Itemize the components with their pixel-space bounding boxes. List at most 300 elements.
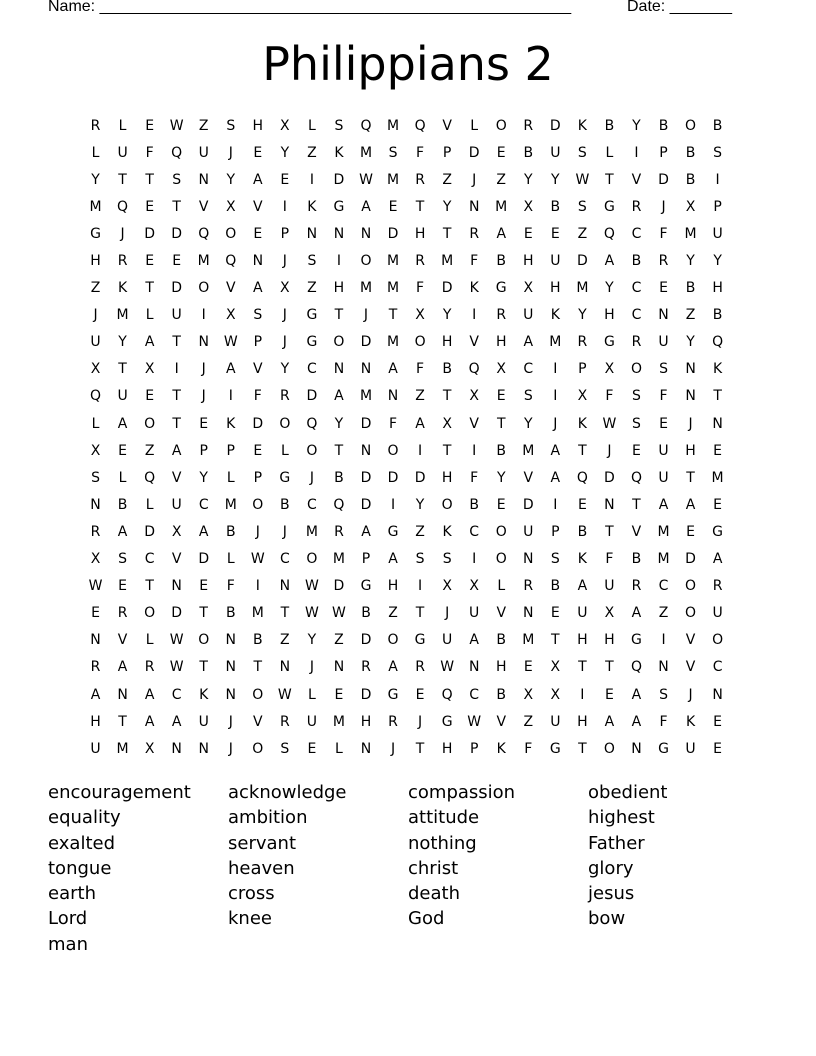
grid-letter[interactable]: Z: [198, 117, 209, 134]
grid-letter[interactable]: G: [495, 280, 507, 297]
grid-letter[interactable]: A: [225, 361, 236, 378]
grid-letter[interactable]: F: [524, 740, 533, 757]
grid-letter[interactable]: D: [387, 469, 399, 486]
grid-letter[interactable]: Q: [630, 659, 642, 676]
grid-letter[interactable]: S: [226, 117, 236, 134]
grid-letter[interactable]: P: [226, 442, 235, 459]
grid-letter[interactable]: O: [144, 415, 156, 432]
grid-letter[interactable]: O: [495, 117, 507, 134]
grid-letter[interactable]: B: [523, 144, 534, 161]
grid-letter[interactable]: L: [145, 496, 154, 513]
grid-letter[interactable]: V: [253, 713, 263, 730]
grid-letter[interactable]: T: [551, 632, 560, 649]
grid-letter[interactable]: E: [713, 740, 723, 757]
grid-letter[interactable]: N: [90, 632, 101, 649]
grid-letter[interactable]: F: [470, 253, 479, 270]
grid-letter[interactable]: N: [117, 686, 128, 703]
grid-letter[interactable]: G: [414, 632, 426, 649]
grid-letter[interactable]: D: [576, 253, 588, 270]
grid-letter[interactable]: M: [359, 388, 373, 405]
grid-letter[interactable]: R: [631, 334, 642, 351]
grid-letter[interactable]: V: [198, 198, 209, 215]
grid-letter[interactable]: E: [713, 442, 723, 459]
grid-letter[interactable]: E: [496, 496, 506, 513]
grid-letter[interactable]: Q: [712, 334, 724, 351]
grid-letter[interactable]: A: [198, 523, 209, 540]
grid-letter[interactable]: D: [468, 144, 480, 161]
grid-letter[interactable]: U: [171, 496, 182, 513]
grid-letter[interactable]: H: [90, 253, 101, 270]
grid-letter[interactable]: U: [550, 253, 561, 270]
grid-letter[interactable]: L: [497, 578, 506, 595]
grid-letter[interactable]: N: [658, 659, 669, 676]
grid-letter[interactable]: N: [523, 551, 534, 568]
grid-letter[interactable]: A: [658, 496, 669, 513]
grid-letter[interactable]: V: [631, 171, 642, 188]
grid-letter[interactable]: G: [549, 740, 561, 757]
grid-letter[interactable]: Z: [334, 632, 344, 649]
grid-letter[interactable]: E: [632, 442, 641, 459]
grid-letter[interactable]: C: [631, 307, 642, 324]
grid-letter[interactable]: S: [172, 171, 182, 188]
grid-letter[interactable]: T: [172, 388, 181, 405]
grid-letter[interactable]: V: [171, 551, 182, 568]
grid-letter[interactable]: R: [279, 388, 290, 405]
grid-letter[interactable]: T: [578, 659, 587, 676]
grid-letter[interactable]: X: [550, 659, 561, 676]
grid-letter[interactable]: E: [496, 388, 506, 405]
grid-letter[interactable]: L: [226, 551, 235, 568]
grid-letter[interactable]: I: [418, 442, 423, 459]
grid-letter[interactable]: H: [577, 632, 588, 649]
grid-letter[interactable]: T: [632, 496, 641, 513]
grid-letter[interactable]: A: [550, 442, 561, 459]
grid-letter[interactable]: A: [631, 713, 642, 730]
grid-letter[interactable]: T: [578, 442, 587, 459]
grid-letter[interactable]: W: [223, 334, 238, 351]
grid-letter[interactable]: U: [90, 740, 101, 757]
grid-letter[interactable]: T: [442, 442, 452, 459]
grid-letter[interactable]: V: [442, 117, 452, 134]
grid-letter[interactable]: A: [388, 361, 398, 378]
grid-letter[interactable]: R: [361, 659, 371, 676]
grid-letter[interactable]: V: [523, 469, 534, 486]
grid-letter[interactable]: J: [282, 334, 287, 351]
grid-letter[interactable]: S: [253, 307, 263, 324]
grid-letter[interactable]: D: [171, 225, 183, 242]
grid-letter[interactable]: V: [685, 632, 696, 649]
grid-letter[interactable]: C: [279, 551, 290, 568]
grid-letter[interactable]: H: [523, 253, 534, 270]
grid-letter[interactable]: E: [523, 225, 533, 242]
grid-letter[interactable]: T: [415, 740, 425, 757]
grid-letter[interactable]: E: [334, 686, 344, 703]
grid-letter[interactable]: M: [549, 334, 562, 351]
grid-letter[interactable]: X: [577, 388, 588, 405]
grid-letter[interactable]: I: [228, 388, 233, 405]
grid-letter[interactable]: O: [306, 442, 318, 459]
grid-letter[interactable]: D: [360, 415, 372, 432]
grid-letter[interactable]: N: [468, 198, 480, 215]
grid-letter[interactable]: X: [469, 388, 479, 405]
grid-letter[interactable]: H: [441, 740, 453, 757]
grid-letter[interactable]: J: [607, 442, 612, 459]
grid-letter[interactable]: V: [225, 280, 236, 297]
grid-letter[interactable]: I: [255, 578, 260, 595]
grid-letter[interactable]: Z: [685, 307, 696, 324]
grid-letter[interactable]: O: [252, 740, 264, 757]
grid-letter[interactable]: E: [550, 605, 560, 622]
grid-letter[interactable]: M: [386, 117, 400, 134]
grid-letter[interactable]: R: [415, 659, 425, 676]
grid-letter[interactable]: V: [253, 361, 263, 378]
grid-letter[interactable]: G: [333, 198, 345, 215]
grid-letter[interactable]: Y: [686, 253, 695, 270]
grid-letter[interactable]: I: [201, 307, 206, 324]
grid-letter[interactable]: A: [171, 713, 182, 730]
grid-letter[interactable]: F: [416, 280, 425, 297]
grid-letter[interactable]: W: [304, 578, 319, 595]
grid-letter[interactable]: X: [280, 280, 290, 297]
grid-letter[interactable]: J: [661, 198, 666, 215]
grid-letter[interactable]: Y: [199, 469, 208, 486]
grid-letter[interactable]: E: [145, 117, 155, 134]
grid-letter[interactable]: M: [522, 442, 535, 459]
grid-letter[interactable]: K: [117, 280, 128, 297]
grid-letter[interactable]: U: [198, 144, 209, 161]
grid-letter[interactable]: E: [577, 496, 587, 513]
grid-letter[interactable]: G: [90, 225, 101, 242]
grid-letter[interactable]: I: [390, 496, 396, 513]
grid-letter[interactable]: H: [604, 632, 615, 649]
grid-letter[interactable]: N: [225, 686, 236, 703]
grid-letter[interactable]: H: [387, 578, 399, 595]
grid-letter[interactable]: O: [414, 334, 426, 351]
grid-letter[interactable]: B: [225, 605, 236, 622]
grid-letter[interactable]: Y: [578, 307, 587, 324]
grid-letter[interactable]: Z: [280, 632, 290, 649]
grid-letter[interactable]: X: [280, 117, 290, 134]
grid-letter[interactable]: Q: [360, 117, 372, 134]
grid-letter[interactable]: H: [495, 334, 507, 351]
grid-letter[interactable]: K: [469, 280, 479, 297]
grid-letter[interactable]: H: [441, 469, 453, 486]
grid-letter[interactable]: H: [414, 225, 426, 242]
grid-letter[interactable]: B: [334, 469, 344, 486]
grid-letter[interactable]: N: [333, 225, 345, 242]
grid-letter[interactable]: B: [361, 605, 371, 622]
grid-letter[interactable]: J: [472, 171, 477, 188]
grid-letter[interactable]: S: [415, 551, 425, 568]
grid-letter[interactable]: O: [360, 253, 372, 270]
grid-letter[interactable]: C: [523, 361, 534, 378]
grid-letter[interactable]: B: [685, 144, 696, 161]
grid-letter[interactable]: O: [630, 361, 642, 378]
grid-letter[interactable]: O: [441, 496, 453, 513]
grid-letter[interactable]: X: [604, 361, 615, 378]
grid-letter[interactable]: N: [631, 740, 642, 757]
grid-letter[interactable]: A: [685, 496, 696, 513]
grid-letter[interactable]: G: [306, 307, 318, 324]
grid-letter[interactable]: E: [253, 442, 263, 459]
grid-letter[interactable]: O: [252, 496, 264, 513]
grid-letter[interactable]: Y: [442, 307, 452, 324]
grid-letter[interactable]: S: [91, 469, 100, 486]
grid-letter[interactable]: W: [169, 632, 184, 649]
grid-letter[interactable]: E: [604, 686, 614, 703]
grid-letter[interactable]: J: [228, 144, 233, 161]
grid-letter[interactable]: M: [684, 225, 697, 242]
grid-letter[interactable]: U: [90, 334, 101, 351]
grid-letter[interactable]: E: [118, 442, 127, 459]
grid-letter[interactable]: E: [523, 659, 533, 676]
grid-letter[interactable]: O: [387, 632, 399, 649]
grid-letter[interactable]: T: [172, 198, 181, 215]
grid-letter[interactable]: D: [306, 388, 318, 405]
grid-letter[interactable]: U: [658, 442, 669, 459]
grid-letter[interactable]: F: [416, 144, 425, 161]
grid-letter[interactable]: Q: [603, 225, 615, 242]
grid-letter[interactable]: B: [631, 551, 642, 568]
grid-letter[interactable]: O: [387, 442, 399, 459]
grid-letter[interactable]: Y: [334, 415, 344, 432]
grid-letter[interactable]: D: [144, 523, 155, 540]
grid-letter[interactable]: O: [685, 578, 697, 595]
grid-letter[interactable]: S: [550, 551, 560, 568]
grid-letter[interactable]: L: [307, 686, 316, 703]
grid-letter[interactable]: Q: [630, 469, 642, 486]
grid-letter[interactable]: E: [659, 415, 668, 432]
grid-letter[interactable]: A: [577, 578, 588, 595]
grid-letter[interactable]: U: [198, 713, 209, 730]
grid-letter[interactable]: T: [199, 605, 208, 622]
grid-letter[interactable]: B: [253, 632, 263, 649]
grid-letter[interactable]: B: [496, 253, 507, 270]
grid-letter[interactable]: S: [388, 144, 398, 161]
grid-letter[interactable]: O: [144, 605, 156, 622]
grid-letter[interactable]: U: [685, 740, 696, 757]
grid-letter[interactable]: A: [496, 225, 507, 242]
grid-letter[interactable]: G: [631, 632, 642, 649]
grid-letter[interactable]: N: [360, 740, 372, 757]
grid-letter[interactable]: J: [309, 659, 314, 676]
grid-letter[interactable]: T: [145, 578, 154, 595]
grid-letter[interactable]: T: [713, 388, 722, 405]
grid-letter[interactable]: I: [715, 171, 720, 188]
grid-letter[interactable]: G: [603, 334, 615, 351]
grid-letter[interactable]: X: [171, 523, 182, 540]
grid-letter[interactable]: Q: [576, 469, 588, 486]
grid-letter[interactable]: Q: [225, 253, 237, 270]
grid-letter[interactable]: S: [713, 144, 723, 161]
grid-letter[interactable]: R: [388, 713, 398, 730]
grid-letter[interactable]: V: [469, 334, 479, 351]
grid-letter[interactable]: E: [388, 198, 398, 215]
grid-letter[interactable]: D: [333, 171, 345, 188]
grid-letter[interactable]: U: [712, 605, 723, 622]
grid-letter[interactable]: Z: [577, 225, 588, 242]
grid-letter[interactable]: J: [688, 415, 693, 432]
grid-letter[interactable]: A: [604, 253, 615, 270]
grid-letter[interactable]: W: [440, 659, 455, 676]
grid-letter[interactable]: M: [386, 280, 400, 297]
grid-letter[interactable]: D: [333, 578, 345, 595]
grid-letter[interactable]: R: [712, 578, 723, 595]
grid-letter[interactable]: X: [496, 361, 507, 378]
grid-letter[interactable]: L: [145, 307, 154, 324]
grid-letter[interactable]: M: [522, 632, 535, 649]
grid-letter[interactable]: K: [199, 686, 209, 703]
grid-letter[interactable]: I: [418, 578, 423, 595]
grid-letter[interactable]: E: [199, 415, 209, 432]
grid-letter[interactable]: B: [577, 523, 588, 540]
grid-letter[interactable]: H: [577, 713, 588, 730]
grid-letter[interactable]: X: [550, 686, 561, 703]
grid-letter[interactable]: V: [685, 659, 696, 676]
grid-letter[interactable]: C: [469, 523, 480, 540]
grid-letter[interactable]: U: [306, 713, 318, 730]
grid-letter[interactable]: E: [307, 740, 317, 757]
grid-letter[interactable]: O: [306, 551, 318, 568]
grid-letter[interactable]: K: [334, 144, 344, 161]
grid-letter[interactable]: F: [253, 388, 262, 405]
grid-letter[interactable]: T: [415, 198, 425, 215]
grid-letter[interactable]: J: [120, 225, 125, 242]
grid-letter[interactable]: G: [387, 523, 399, 540]
grid-letter[interactable]: X: [225, 307, 236, 324]
grid-letter[interactable]: F: [145, 144, 154, 161]
grid-letter[interactable]: X: [90, 551, 101, 568]
grid-letter[interactable]: P: [280, 225, 290, 242]
grid-letter[interactable]: T: [199, 659, 208, 676]
grid-letter[interactable]: B: [658, 117, 669, 134]
grid-letter[interactable]: U: [577, 605, 588, 622]
grid-letter[interactable]: T: [442, 388, 452, 405]
grid-letter[interactable]: X: [144, 361, 155, 378]
grid-letter[interactable]: N: [279, 659, 291, 676]
grid-letter[interactable]: A: [550, 469, 561, 486]
grid-letter[interactable]: N: [171, 578, 182, 595]
grid-letter[interactable]: I: [336, 253, 342, 270]
grid-letter[interactable]: D: [252, 415, 264, 432]
grid-letter[interactable]: L: [145, 632, 154, 649]
grid-letter[interactable]: D: [198, 551, 210, 568]
grid-letter[interactable]: E: [659, 280, 668, 297]
grid-letter[interactable]: R: [117, 605, 128, 622]
grid-letter[interactable]: O: [279, 415, 291, 432]
grid-letter[interactable]: A: [631, 686, 642, 703]
grid-letter[interactable]: O: [333, 334, 345, 351]
grid-letter[interactable]: M: [441, 253, 454, 270]
grid-letter[interactable]: L: [226, 469, 235, 486]
grid-letter[interactable]: R: [658, 253, 669, 270]
grid-letter[interactable]: Y: [523, 415, 533, 432]
grid-letter[interactable]: N: [658, 307, 669, 324]
grid-letter[interactable]: T: [118, 713, 127, 730]
grid-letter[interactable]: H: [712, 280, 723, 297]
grid-letter[interactable]: Y: [632, 117, 641, 134]
grid-letter[interactable]: B: [550, 198, 561, 215]
grid-letter[interactable]: T: [578, 740, 587, 757]
grid-letter[interactable]: M: [116, 740, 129, 757]
grid-letter[interactable]: C: [171, 686, 182, 703]
grid-letter[interactable]: T: [605, 523, 614, 540]
grid-letter[interactable]: T: [415, 605, 425, 622]
grid-letter[interactable]: U: [550, 144, 561, 161]
grid-letter[interactable]: E: [686, 523, 695, 540]
grid-letter[interactable]: B: [496, 686, 507, 703]
grid-letter[interactable]: E: [199, 578, 209, 595]
grid-letter[interactable]: B: [712, 307, 723, 324]
grid-letter[interactable]: Y: [280, 361, 290, 378]
grid-letter[interactable]: M: [495, 198, 508, 215]
grid-letter[interactable]: K: [685, 713, 696, 730]
grid-letter[interactable]: B: [712, 117, 723, 134]
grid-letter[interactable]: E: [415, 686, 425, 703]
grid-letter[interactable]: R: [631, 198, 642, 215]
grid-letter[interactable]: E: [91, 605, 100, 622]
grid-letter[interactable]: K: [442, 523, 452, 540]
grid-letter[interactable]: M: [332, 551, 345, 568]
grid-letter[interactable]: R: [496, 307, 507, 324]
grid-letter[interactable]: T: [686, 469, 695, 486]
grid-letter[interactable]: O: [685, 605, 697, 622]
grid-letter[interactable]: Y: [226, 171, 236, 188]
grid-letter[interactable]: T: [118, 361, 127, 378]
grid-letter[interactable]: D: [360, 469, 372, 486]
grid-letter[interactable]: O: [252, 686, 264, 703]
grid-letter[interactable]: C: [631, 280, 642, 297]
grid-letter[interactable]: A: [144, 713, 155, 730]
grid-letter[interactable]: L: [91, 144, 100, 161]
grid-letter[interactable]: A: [253, 171, 263, 188]
grid-letter[interactable]: H: [252, 117, 264, 134]
grid-letter[interactable]: J: [282, 523, 287, 540]
grid-letter[interactable]: T: [605, 171, 614, 188]
grid-letter[interactable]: Z: [307, 280, 317, 297]
grid-letter[interactable]: V: [171, 469, 182, 486]
grid-letter[interactable]: O: [225, 225, 237, 242]
grid-letter[interactable]: Z: [442, 171, 452, 188]
grid-letter[interactable]: O: [712, 632, 724, 649]
grid-letter[interactable]: T: [145, 171, 154, 188]
grid-letter[interactable]: Z: [144, 442, 155, 459]
grid-letter[interactable]: Q: [117, 198, 129, 215]
grid-letter[interactable]: X: [90, 442, 101, 459]
grid-letter[interactable]: B: [469, 496, 479, 513]
grid-letter[interactable]: M: [657, 551, 670, 568]
grid-letter[interactable]: N: [90, 496, 101, 513]
grid-letter[interactable]: V: [253, 198, 263, 215]
grid-letter[interactable]: U: [523, 307, 534, 324]
grid-letter[interactable]: M: [386, 253, 400, 270]
grid-letter[interactable]: Y: [415, 496, 425, 513]
grid-letter[interactable]: Z: [523, 713, 534, 730]
grid-letter[interactable]: X: [604, 605, 615, 622]
grid-letter[interactable]: F: [416, 361, 425, 378]
grid-letter[interactable]: E: [145, 198, 155, 215]
grid-letter[interactable]: N: [360, 361, 372, 378]
grid-letter[interactable]: T: [145, 280, 154, 297]
grid-letter[interactable]: F: [470, 469, 479, 486]
grid-letter[interactable]: A: [712, 551, 723, 568]
grid-letter[interactable]: R: [631, 578, 642, 595]
grid-letter[interactable]: W: [250, 551, 265, 568]
grid-letter[interactable]: L: [118, 117, 127, 134]
grid-letter[interactable]: G: [658, 740, 669, 757]
grid-letter[interactable]: F: [389, 415, 398, 432]
grid-letter[interactable]: P: [659, 144, 668, 161]
